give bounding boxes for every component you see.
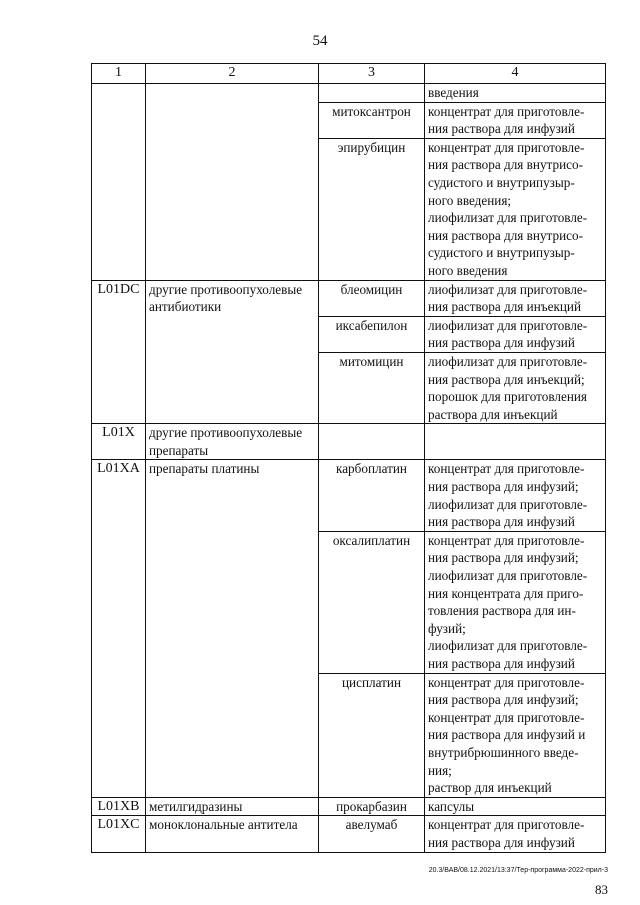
page-number: 54 <box>312 33 328 49</box>
dosage-form-line: ния раствора для инфузий и <box>428 727 586 743</box>
dosage-form-line: концентрат для приготовле- <box>428 103 585 119</box>
drug-name-cell: оксалиплатин <box>319 531 425 673</box>
table-row <box>92 424 606 460</box>
dosage-form-cell <box>425 138 606 280</box>
group-name-cell <box>146 816 319 852</box>
drug-name-cell: карбоплатин <box>319 460 425 531</box>
atc-code-cell: L01XA <box>92 460 146 797</box>
column-header: 1 <box>92 64 146 84</box>
dosage-form-cell <box>425 673 606 797</box>
dosage-form-line: ния раствора для инфузий; <box>428 550 579 566</box>
atc-code-cell: L01DC <box>92 280 146 424</box>
dosage-form-line: лиофилизат для приготовле- <box>428 210 588 226</box>
dosage-form-line: ного введения; <box>428 192 512 208</box>
group-name-line: метилгидразины <box>149 798 243 814</box>
column-header: 3 <box>319 64 425 84</box>
dosage-form-line: концентрат для приготовле- <box>428 709 585 725</box>
dosage-form-line: ния раствора для внутрисо- <box>428 157 583 173</box>
table-row <box>92 280 606 316</box>
dosage-form-line: ния концентрата для приго- <box>428 585 584 601</box>
group-name-line: препараты платины <box>149 461 260 477</box>
dosage-form-cell <box>425 84 606 103</box>
dosage-form-cell <box>425 816 606 852</box>
table-row <box>92 797 606 816</box>
drug-name-cell <box>319 424 425 460</box>
dosage-form-line: лиофилизат для приготовле- <box>428 317 588 333</box>
dosage-form-line: ния раствора для инфузий <box>428 834 575 850</box>
dosage-form-line: ния раствора для инфузий <box>428 514 575 530</box>
group-name-cell <box>146 280 319 424</box>
dosage-form-line: лиофилизат для приготовле- <box>428 496 588 512</box>
dosage-form-cell <box>425 316 606 352</box>
dosage-form-line: концентрат для приготовле- <box>428 139 585 155</box>
dosage-form-line: ния раствора для внутрисо- <box>428 227 583 243</box>
group-name-cell <box>146 797 319 816</box>
dosage-form-line: судистого и внутрипузыр- <box>428 245 575 261</box>
dosage-form-line: концентрат для приготовле- <box>428 674 585 690</box>
drug-name-cell: авелумаб <box>319 816 425 852</box>
atc-code-cell <box>92 84 146 281</box>
sheet-number: 83 <box>595 882 608 897</box>
dosage-form-cell <box>425 797 606 816</box>
dosage-form-line: порошок для приготовления <box>428 389 588 405</box>
table-row <box>92 816 606 852</box>
drug-name-cell <box>319 84 425 103</box>
table-row <box>92 84 606 103</box>
dosage-form-line: ния; <box>428 762 452 778</box>
dosage-form-line: раствора для инъекций <box>428 406 558 422</box>
group-name-line: другие противоопухолевые <box>149 425 303 441</box>
dosage-form-cell <box>425 424 606 460</box>
dosage-form-line: ния раствора для инфузий; <box>428 479 579 495</box>
drug-name-cell: эпирубицин <box>319 138 425 280</box>
drug-name-cell: митомицин <box>319 352 425 423</box>
dosage-form-cell <box>425 280 606 316</box>
dosage-form-line: внутрибрюшинного введе- <box>428 744 579 760</box>
drug-name-cell: блеомицин <box>319 280 425 316</box>
atc-code-cell: L01X <box>92 424 146 460</box>
dosage-form-cell <box>425 102 606 138</box>
group-name-cell <box>146 84 319 281</box>
group-name-line: препараты <box>149 442 209 458</box>
drug-name-cell: цисплатин <box>319 673 425 797</box>
dosage-form-line: фузий; <box>428 620 466 636</box>
dosage-form-line: лиофилизат для приготовле- <box>428 353 588 369</box>
dosage-form-line: ного введения <box>428 262 508 278</box>
dosage-form-line: капсулы <box>428 798 475 814</box>
column-header: 4 <box>425 64 606 84</box>
drug-name-cell: прокарбазин <box>319 797 425 816</box>
group-name-line: антибиотики <box>149 299 222 315</box>
dosage-form-line: товления раствора для ин- <box>428 603 576 619</box>
table-body <box>92 84 606 853</box>
group-name-line: другие противоопухолевые <box>149 281 303 297</box>
dosage-form-line: введения <box>428 85 479 100</box>
dosage-form-line: лиофилизат для приготовле- <box>428 281 588 297</box>
dosage-form-line: лиофилизат для приготовле- <box>428 568 588 584</box>
dosage-form-cell <box>425 531 606 673</box>
dosage-form-line: лиофилизат для приготовле- <box>428 638 588 654</box>
drug-name-cell: митоксантрон <box>319 102 425 138</box>
drug-name-cell: иксабепилон <box>319 316 425 352</box>
group-name-cell <box>146 460 319 797</box>
table-header-row <box>92 64 606 84</box>
group-name-cell <box>146 424 319 460</box>
drug-table <box>91 63 606 853</box>
dosage-form-cell <box>425 460 606 531</box>
dosage-form-line: концентрат для приготовле- <box>428 532 585 548</box>
dosage-form-line: концентрат для приготовле- <box>428 461 585 477</box>
dosage-form-cell <box>425 352 606 423</box>
atc-code-cell: L01XC <box>92 816 146 852</box>
dosage-form-line: ния раствора для инъекций; <box>428 371 585 387</box>
dosage-form-line: ния раствора для инфузий; <box>428 692 579 708</box>
dosage-form-line: судистого и внутрипузыр- <box>428 174 575 190</box>
dosage-form-line: ния раствора для инъекций <box>428 299 582 315</box>
dosage-form-line: ния раствора для инфузий <box>428 656 575 671</box>
dosage-form-line: ния раствора для инфузий <box>428 335 575 351</box>
dosage-form-line: ния раствора для инфузий <box>428 121 575 137</box>
dosage-form-line: раствор для инъекций <box>428 780 552 796</box>
column-header: 2 <box>146 64 319 84</box>
dosage-form-line: концентрат для приготовле- <box>428 817 585 833</box>
atc-code-cell: L01XB <box>92 797 146 816</box>
table-row <box>92 460 606 531</box>
document-reference: 20.3/ВАВ/08.12.2021/13:37/Тер-программа-2022-прил-3 <box>428 867 608 874</box>
group-name-line: моноклональные антитела <box>149 817 298 833</box>
